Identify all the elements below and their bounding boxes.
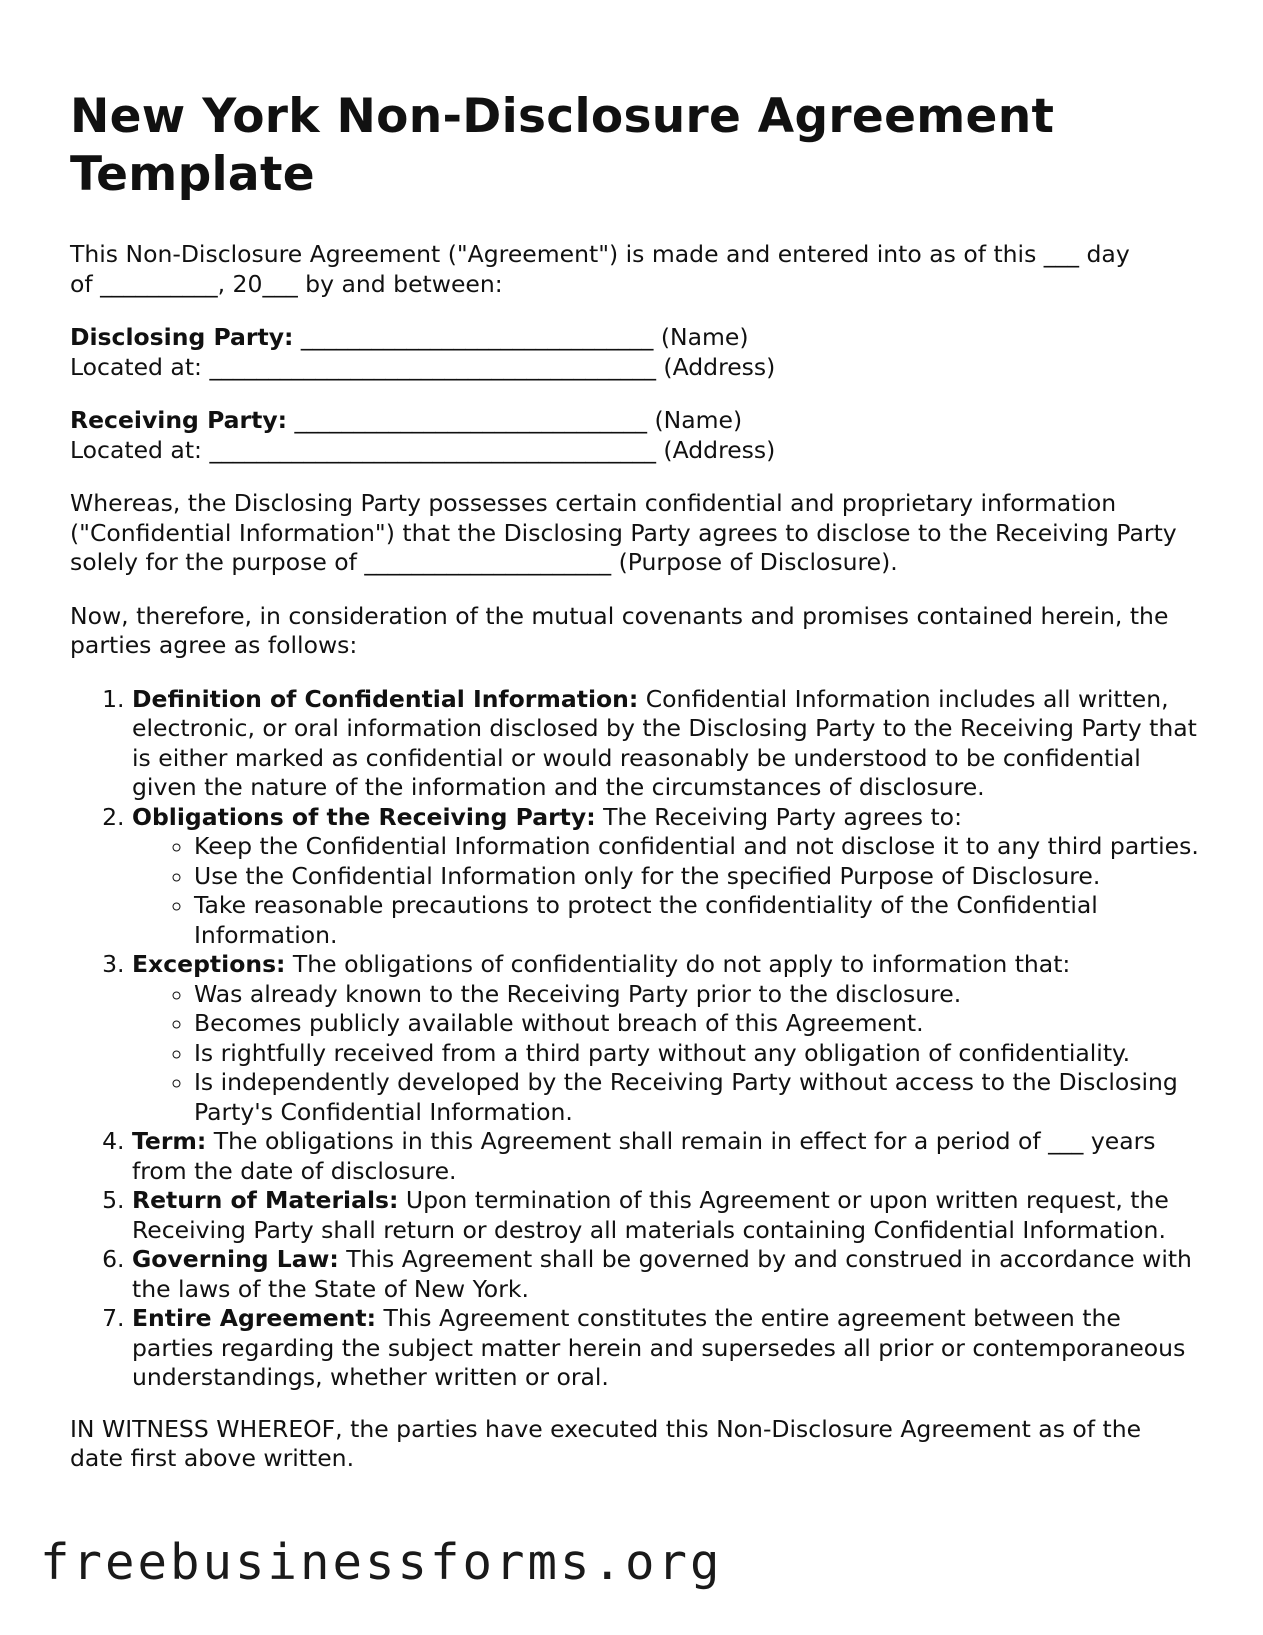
section-item (132, 1304, 1200, 1393)
receiving-party-block (70, 406, 1200, 465)
section-item (132, 1245, 1200, 1304)
section-heading: Entire Agreement: (132, 1304, 377, 1332)
section-text: The obligations of confidentiality do not apply to information that: (285, 950, 1071, 978)
sub-list-item: ◦ Is independently developed by the Receiving Party without access to the Disclosing Party's Confidential Information. (194, 1068, 1200, 1127)
disclosing-party-address-line: Located at: ______________________________________ (Address) (70, 352, 776, 381)
sub-list-item: ◦ Use the Confidential Information only for the specified Purpose of Disclosure. (194, 862, 1200, 892)
section-text: This Agreement shall be governed by and construed in accordance with the laws of the State of New York. (132, 1245, 1192, 1303)
section-item (132, 1186, 1200, 1245)
section-item (132, 803, 1200, 951)
receiving-party-name-line: ______________________________ (Name) (287, 406, 743, 434)
section-text: Upon termination of this Agreement or upon written request, the Receiving Party shall return or destroy all materials containing Confidential Information. (132, 1186, 1169, 1244)
section-text: Confidential Information includes all written, electronic, or oral information disclosed by the Disclosing Party to the Receiving Party that is either marked as confidential or would reasonably be understood to be confidential given the nature of the information and the circumstances of disclosure. (132, 684, 1197, 801)
sub-list-item: ◦ Take reasonable precautions to protect the confidentiality of the Confidential Information. (194, 891, 1200, 950)
section-heading: Return of Materials: (132, 1186, 399, 1214)
section-text: This Agreement constitutes the entire agreement between the parties regarding the subject matter herein and supersedes all prior or contemporaneous understandings, whether written or oral. (132, 1304, 1186, 1391)
section-heading: Definition of Confidential Information: (132, 684, 639, 713)
intro-line-1: This Non-Disclosure Agreement ("Agreement") is made and entered into as of this ___ day (70, 240, 1130, 268)
section-heading: Obligations of the Receiving Party: (132, 802, 596, 831)
sections-list (70, 685, 1200, 1393)
disclosing-party-label: Disclosing Party: (70, 323, 294, 351)
receiving-party-address-line: Located at: ______________________________________ (Address) (70, 435, 776, 464)
section-heading: Exceptions: (132, 950, 286, 978)
sub-list-item: ◦ Was already known to the Receiving Party prior to the disclosure. (194, 980, 1200, 1010)
sub-list-item: ◦ Keep the Confidential Information confidential and not disclose it to any third parties. (194, 832, 1200, 862)
disclosing-party-block (70, 323, 1200, 382)
disclosing-party-name-line: ______________________________ (Name) (293, 323, 749, 351)
watermark: freebusinessforms.org (40, 1534, 723, 1591)
section-item (132, 685, 1200, 803)
intro-paragraph (70, 240, 1200, 299)
witness-paragraph: IN WITNESS WHEREOF, the parties have executed this Non-Disclosure Agreement as of the date first above written. (70, 1414, 1142, 1472)
whereas-paragraph: Whereas, the Disclosing Party possesses certain confidential and proprietary information ("Confidential Information") that the Disclosing Party agrees to disclose to the Receiving Party solely for the purpose of _____________________ (Purpose of Disclosure). (70, 489, 1177, 576)
document-page (70, 88, 1200, 1498)
section-text: The obligations in this Agreement shall remain in effect for a period of ___ years from the date of disclosure. (132, 1127, 1156, 1185)
section-heading: Term: (132, 1127, 207, 1155)
sub-list (132, 832, 1200, 950)
intro-line-2: of __________, 20___ by and between: (70, 269, 503, 298)
sub-list (132, 980, 1200, 1128)
now-therefore-paragraph: Now, therefore, in consideration of the mutual covenants and promises contained herein, the parties agree as follows: (70, 601, 1169, 659)
section-item (132, 1127, 1200, 1186)
section-item (132, 950, 1200, 1127)
document-title: New York Non-Disclosure Agreement Template (70, 89, 1055, 202)
sub-list-item: ◦ Becomes publicly available without breach of this Agreement. (194, 1009, 1200, 1039)
receiving-party-label: Receiving Party: (70, 406, 288, 434)
section-text: The Receiving Party agrees to: (595, 802, 962, 831)
section-heading: Governing Law: (132, 1245, 339, 1273)
sub-list-item: ◦ Is rightfully received from a third party without any obligation of confidentiality. (194, 1039, 1200, 1069)
